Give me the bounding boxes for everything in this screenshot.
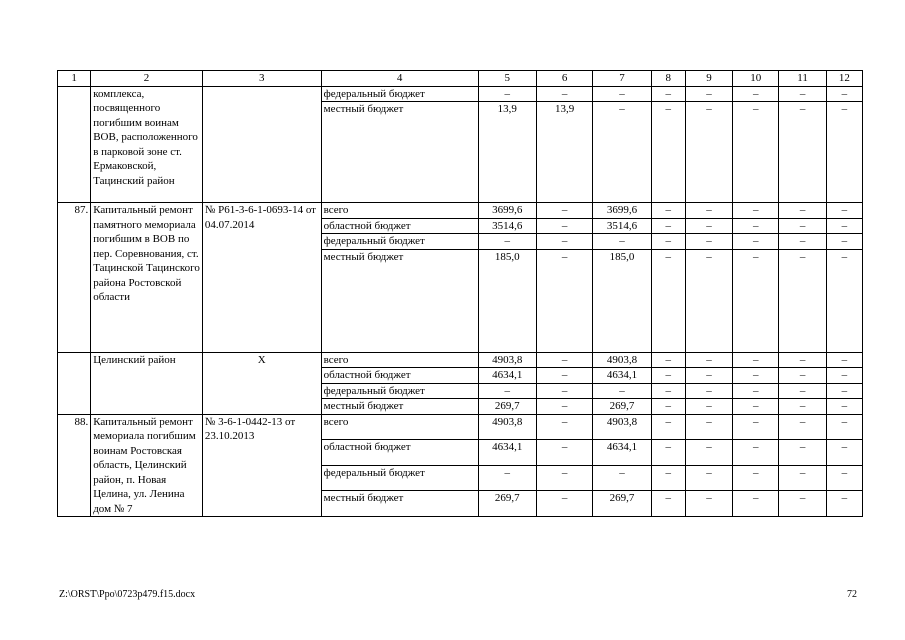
value-cell: –: [651, 491, 685, 517]
file-path: Z:\ORST\Ppo\0723p479.f15.docx: [59, 589, 196, 600]
value-cell: –: [826, 399, 862, 415]
funding-source: областной бюджет: [321, 218, 478, 234]
value-cell: –: [685, 383, 732, 399]
document-ref: № 3-6-1-0442-13 от 23.10.2013: [202, 414, 321, 517]
value-cell: 269,7: [593, 491, 651, 517]
funding-source: местный бюджет: [321, 102, 478, 203]
value-cell: 4903,8: [593, 414, 651, 440]
value-cell: 4903,8: [593, 352, 651, 368]
value-cell: –: [733, 352, 779, 368]
funding-source: всего: [321, 203, 478, 219]
value-cell: 185,0: [478, 249, 536, 352]
header-row: [58, 71, 863, 87]
col-header: 3: [202, 71, 321, 87]
value-cell: –: [651, 465, 685, 491]
value-cell: –: [685, 249, 732, 352]
value-cell: –: [651, 203, 685, 219]
value-cell: –: [733, 234, 779, 250]
funding-source: федеральный бюджет: [321, 234, 478, 250]
value-cell: –: [826, 218, 862, 234]
col-header: 7: [593, 71, 651, 87]
value-cell: –: [478, 234, 536, 250]
col-header: 8: [651, 71, 685, 87]
value-cell: –: [651, 440, 685, 466]
value-cell: 4903,8: [478, 352, 536, 368]
value-cell: 269,7: [478, 491, 536, 517]
value-cell: 4634,1: [478, 440, 536, 466]
funding-source: областной бюджет: [321, 368, 478, 384]
value-cell: –: [779, 465, 826, 491]
funding-source: местный бюджет: [321, 249, 478, 352]
funding-source: федеральный бюджет: [321, 383, 478, 399]
value-cell: –: [826, 249, 862, 352]
budget-table: [57, 70, 863, 517]
value-cell: –: [779, 368, 826, 384]
value-cell: –: [779, 203, 826, 219]
table-row: [58, 352, 863, 368]
district-name: Целинский район: [91, 352, 203, 414]
table-row: [58, 414, 863, 440]
value-cell: –: [826, 86, 862, 102]
page-number: 72: [847, 589, 857, 600]
value-cell: –: [685, 368, 732, 384]
funding-source: всего: [321, 352, 478, 368]
value-cell: –: [593, 383, 651, 399]
funding-source: местный бюджет: [321, 491, 478, 517]
value-cell: –: [478, 465, 536, 491]
value-cell: –: [733, 414, 779, 440]
value-cell: –: [826, 234, 862, 250]
value-cell: –: [826, 440, 862, 466]
document-ref: [202, 86, 321, 203]
col-header: 1: [58, 71, 91, 87]
value-cell: –: [779, 102, 826, 203]
value-cell: –: [733, 383, 779, 399]
value-cell: –: [593, 86, 651, 102]
value-cell: –: [826, 203, 862, 219]
value-cell: 4634,1: [593, 440, 651, 466]
value-cell: –: [536, 249, 592, 352]
col-header: 9: [685, 71, 732, 87]
value-cell: –: [826, 465, 862, 491]
value-cell: –: [536, 368, 592, 384]
value-cell: –: [536, 352, 592, 368]
value-cell: –: [733, 218, 779, 234]
object-name: Капитальный ремонт мемориала погибшим воинам Ростовская область, Целинский район, п. Новая Целина, ул. Ленина дом № 7: [91, 414, 203, 517]
value-cell: –: [779, 218, 826, 234]
value-cell: –: [685, 203, 732, 219]
value-cell: 185,0: [593, 249, 651, 352]
value-cell: –: [685, 440, 732, 466]
value-cell: –: [685, 414, 732, 440]
value-cell: –: [733, 86, 779, 102]
value-cell: –: [733, 102, 779, 203]
document-ref: Х: [202, 352, 321, 414]
col-header: 2: [91, 71, 203, 87]
value-cell: –: [733, 368, 779, 384]
row-number: 87.: [58, 203, 91, 353]
col-header: 10: [733, 71, 779, 87]
row-number: 88.: [58, 414, 91, 517]
value-cell: –: [826, 102, 862, 203]
row-number: [58, 352, 91, 414]
table-row: [58, 86, 863, 102]
value-cell: –: [733, 399, 779, 415]
value-cell: –: [733, 491, 779, 517]
value-cell: –: [536, 465, 592, 491]
value-cell: –: [685, 352, 732, 368]
value-cell: –: [685, 102, 732, 203]
value-cell: –: [826, 383, 862, 399]
value-cell: –: [733, 440, 779, 466]
col-header: 11: [779, 71, 826, 87]
col-header: 12: [826, 71, 862, 87]
value-cell: 13,9: [478, 102, 536, 203]
value-cell: –: [478, 86, 536, 102]
value-cell: –: [651, 102, 685, 203]
value-cell: –: [685, 86, 732, 102]
value-cell: –: [651, 86, 685, 102]
value-cell: –: [536, 383, 592, 399]
value-cell: –: [651, 399, 685, 415]
value-cell: –: [651, 383, 685, 399]
value-cell: –: [536, 414, 592, 440]
value-cell: –: [536, 440, 592, 466]
value-cell: 4903,8: [478, 414, 536, 440]
document-ref: № Р61-3-6-1-0693-14 от 04.07.2014: [202, 203, 321, 353]
value-cell: –: [779, 440, 826, 466]
value-cell: –: [779, 491, 826, 517]
value-cell: –: [685, 234, 732, 250]
col-header: 4: [321, 71, 478, 87]
object-name: Капитальный ремонт памятного мемориала погибшим в ВОВ по пер. Соревнования, ст. Тацинской Тацинского района Ростовской области: [91, 203, 203, 353]
value-cell: –: [826, 368, 862, 384]
value-cell: –: [779, 414, 826, 440]
value-cell: –: [651, 218, 685, 234]
value-cell: –: [779, 249, 826, 352]
value-cell: –: [536, 491, 592, 517]
row-number: [58, 86, 91, 203]
value-cell: –: [685, 218, 732, 234]
value-cell: –: [733, 465, 779, 491]
col-header: 5: [478, 71, 536, 87]
value-cell: 13,9: [536, 102, 592, 203]
funding-source: федеральный бюджет: [321, 86, 478, 102]
value-cell: –: [651, 368, 685, 384]
object-name: комплекса, посвященного погибшим воинам ВОВ, расположенного в парковой зоне ст. Ермаковской, Тацинский район: [91, 86, 203, 203]
value-cell: –: [779, 383, 826, 399]
value-cell: –: [651, 249, 685, 352]
value-cell: 3514,6: [478, 218, 536, 234]
funding-source: всего: [321, 414, 478, 440]
value-cell: –: [593, 465, 651, 491]
value-cell: –: [536, 234, 592, 250]
value-cell: 3699,6: [478, 203, 536, 219]
value-cell: –: [826, 491, 862, 517]
value-cell: –: [685, 491, 732, 517]
value-cell: –: [779, 399, 826, 415]
value-cell: –: [779, 234, 826, 250]
value-cell: –: [685, 399, 732, 415]
value-cell: –: [593, 234, 651, 250]
funding-source: федеральный бюджет: [321, 465, 478, 491]
table-row: [58, 203, 863, 219]
value-cell: –: [826, 414, 862, 440]
value-cell: –: [651, 414, 685, 440]
value-cell: 269,7: [478, 399, 536, 415]
value-cell: –: [536, 86, 592, 102]
value-cell: –: [593, 102, 651, 203]
value-cell: –: [536, 203, 592, 219]
value-cell: –: [651, 352, 685, 368]
value-cell: 3514,6: [593, 218, 651, 234]
value-cell: 4634,1: [478, 368, 536, 384]
value-cell: –: [478, 383, 536, 399]
value-cell: 269,7: [593, 399, 651, 415]
value-cell: –: [536, 399, 592, 415]
value-cell: –: [733, 203, 779, 219]
value-cell: –: [536, 218, 592, 234]
value-cell: –: [779, 352, 826, 368]
value-cell: –: [685, 465, 732, 491]
funding-source: местный бюджет: [321, 399, 478, 415]
value-cell: –: [651, 234, 685, 250]
col-header: 6: [536, 71, 592, 87]
value-cell: 4634,1: [593, 368, 651, 384]
value-cell: 3699,6: [593, 203, 651, 219]
value-cell: –: [733, 249, 779, 352]
value-cell: –: [779, 86, 826, 102]
value-cell: –: [826, 352, 862, 368]
funding-source: областной бюджет: [321, 440, 478, 466]
